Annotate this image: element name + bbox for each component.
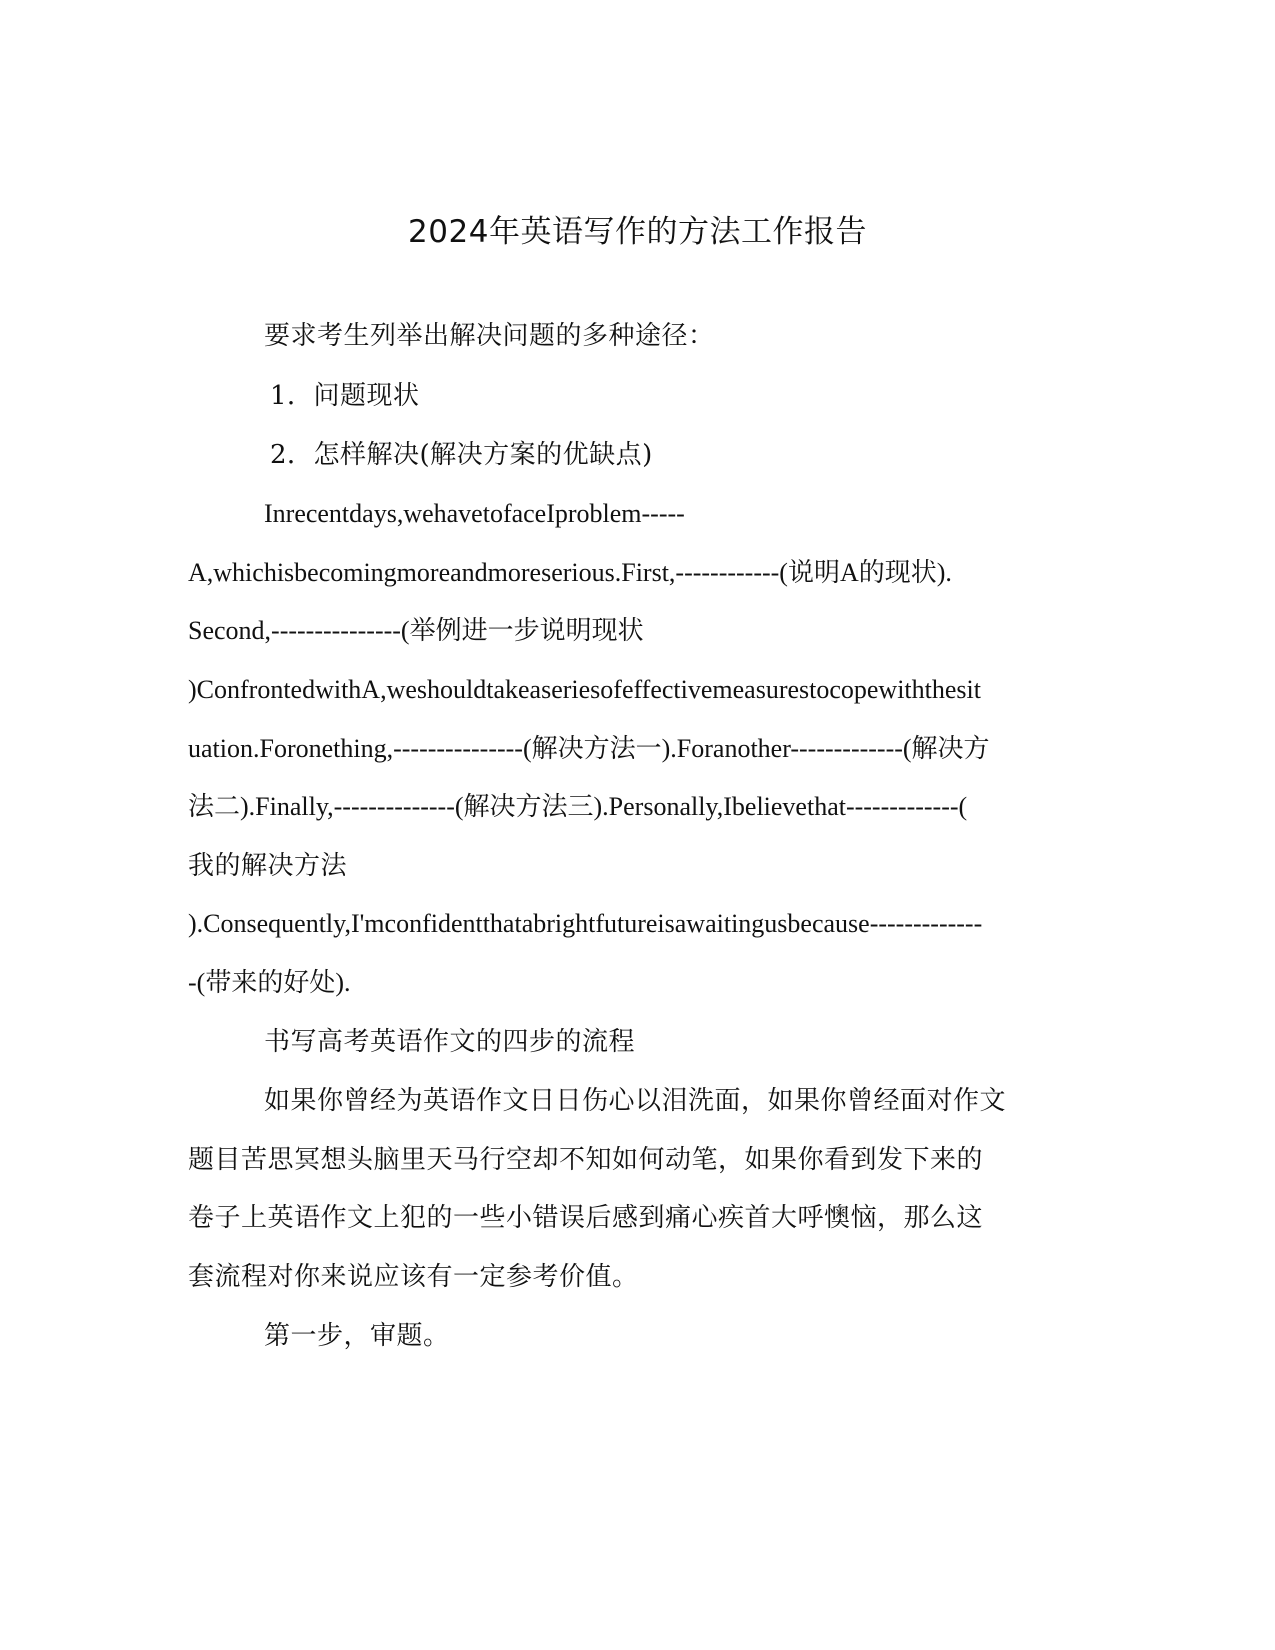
document-title: 2024年英语写作的方法工作报告: [408, 214, 867, 250]
list-item-2: 2．怎样解决(解决方案的优缺点): [270, 440, 653, 470]
template-line-2: A,whichisbecomingmoreandmoreserious.First,------------(说明A的现状).: [188, 558, 952, 587]
paragraph-line-3: 卷子上英语作文上犯的一些小错误后感到痛心疾首大呼懊恼，那么这: [188, 1203, 984, 1233]
template-line-8: ).Consequently,I'mconfidentthatabrightfutureisawaitingusbecause-------------: [188, 909, 983, 938]
section-heading: 书写高考英语作文的四步的流程: [264, 1027, 636, 1057]
template-line-3: Second,---------------(举例进一步说明现状: [188, 616, 644, 645]
template-line-6: 法二).Finally,--------------(解决方法三).Personally,Ibelievethat-------------(: [188, 792, 968, 821]
paragraph-line-4: 套流程对你来说应该有一定参考价值。: [188, 1262, 639, 1292]
template-line-4: )ConfrontedwithA,weshouldtakeaseriesofeffectivemeasurestocopewiththesit: [188, 675, 981, 704]
step-one: 第一步，审题。: [264, 1321, 450, 1351]
template-line-1: Inrecentdays,wehavetofaceIproblem-----: [264, 499, 685, 528]
template-line-9: -(带来的好处).: [188, 968, 351, 997]
intro-requirement: 要求考生列举出解决问题的多种途径：: [264, 321, 715, 351]
paragraph-line-1: 如果你曾经为英语作文日日伤心以泪洗面，如果你曾经面对作文: [264, 1086, 1007, 1116]
template-line-7: 我的解决方法: [188, 851, 348, 881]
list-item-1: 1．问题现状: [270, 381, 420, 411]
template-line-5: uation.Foronething,---------------(解决方法一).Foranother-------------(解决方: [188, 734, 990, 763]
paragraph-line-2: 题目苦思冥想头脑里天马行空却不知如何动笔，如果你看到发下来的: [188, 1145, 984, 1175]
